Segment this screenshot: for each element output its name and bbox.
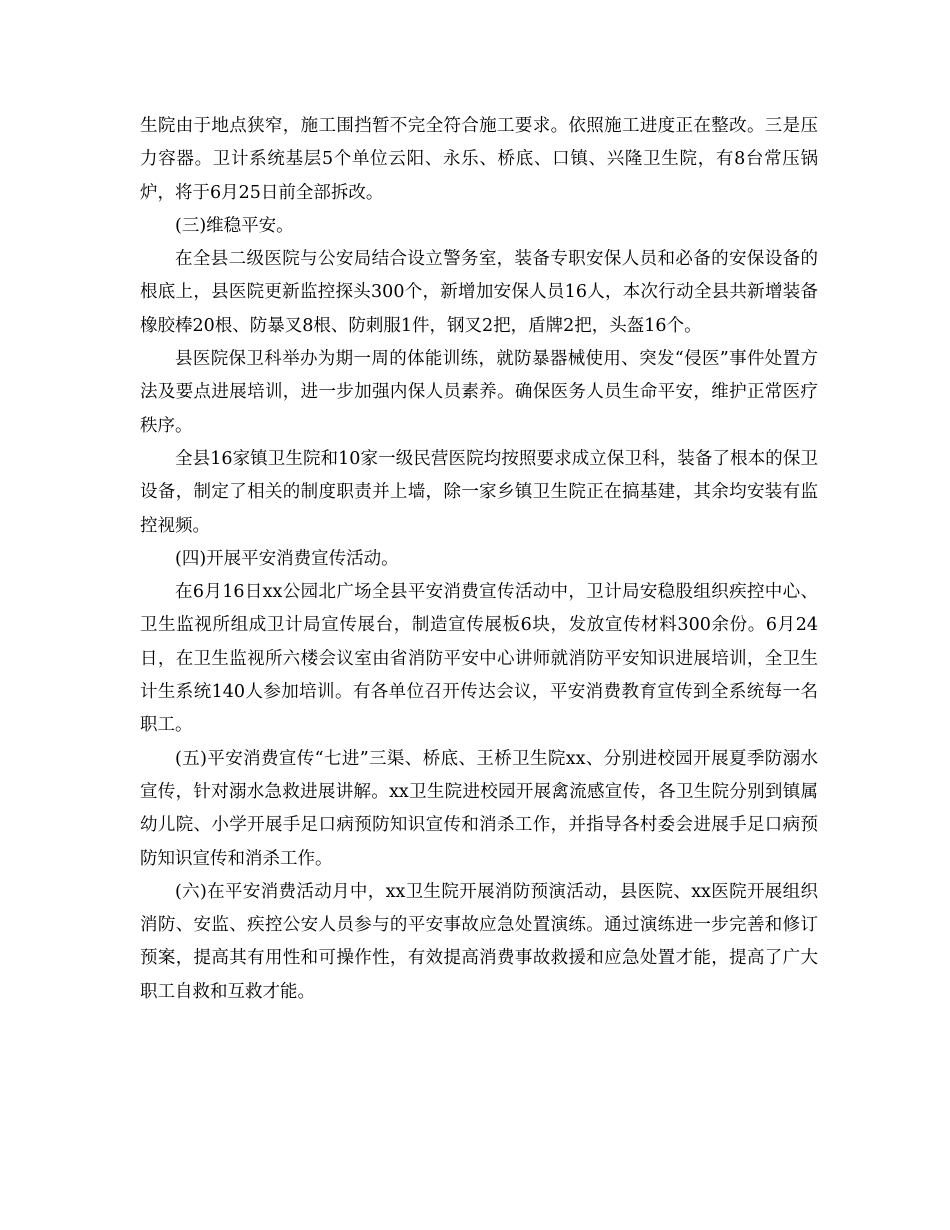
section-heading-4: (四)开展平安消费宣传活动。 [175, 548, 399, 569]
paragraph: 全县16家镇卫生院和10家一级民营医院均按照要求成立保卫科，装备了根本的保卫设备，制定了相关的制度职责并上墙，除一家乡镇卫生院正在搞基建，其余均安装有监控视频。 [140, 448, 818, 536]
paragraph: 在全县二级医院与公安局结合设立警务室，装备专职安保人员和必备的安保设备的根底上，县医院更新监控探头300个，新增加安保人员16人，本次行动全县共新增装备橡胶棒20根、防暴叉8根、防刺服1件，钢叉2把，盾牌2把，头盔16个。 [140, 249, 818, 336]
paragraph: 在6月16日xx公园北广场全县平安消费宣传活动中，卫计局安稳股组织疾控中心、卫生监视所组成卫计局宣传展台，制造宣传展板6块，发放宣传材料300余份。6月24日，在卫生监视所六楼会议室由省消防平安中心讲师就消防平安知识进展培训，全卫生计生系统140人参加培训。有各单位召开传达会议，平安消费教育宣传到全系统每一名职工。 [140, 582, 818, 736]
paragraph: (五)平安消费宣传“七进”三渠、桥底、王桥卫生院xx、分别进校园开展夏季防溺水宣传，针对溺水急救进展讲解。xx卫生院进校园开展禽流感宣传，各卫生院分别到镇属幼儿院、小学开展手足口病预防知识宣传和消杀工作，并指导各村委会进展手足口病预防知识宣传和消杀工作。 [140, 748, 818, 869]
document-body [140, 110, 818, 1009]
paragraph: 县医院保卫科举办为期一周的体能训练，就防暴器械使用、突发“侵医”事件处置方法及要点进展培训，进一步加强内保人员素养。确保医务人员生命平安，维护正常医疗秩序。 [140, 349, 818, 436]
paragraph-continuation: 生院由于地点狭窄，施工围挡暂不完全符合施工要求。依照施工进度正在整改。三是压力容器。卫计系统基层5个单位云阳、永乐、桥底、口镇、兴隆卫生院，有8台常压锅炉，将于6月25日前全部拆改。 [140, 116, 818, 203]
section-heading-3: (三)维稳平安。 [175, 215, 294, 236]
paragraph: (六)在平安消费活动月中，xx卫生院开展消防预演活动，县医院、xx医院开展组织消防、安监、疾控公安人员参与的平安事故应急处置演练。通过演练进一步完善和修订预案，提高其有用性和可操作性，有效提高消费事故救援和应急处置才能，提高了广大职工自救和互救才能。 [140, 881, 818, 1002]
